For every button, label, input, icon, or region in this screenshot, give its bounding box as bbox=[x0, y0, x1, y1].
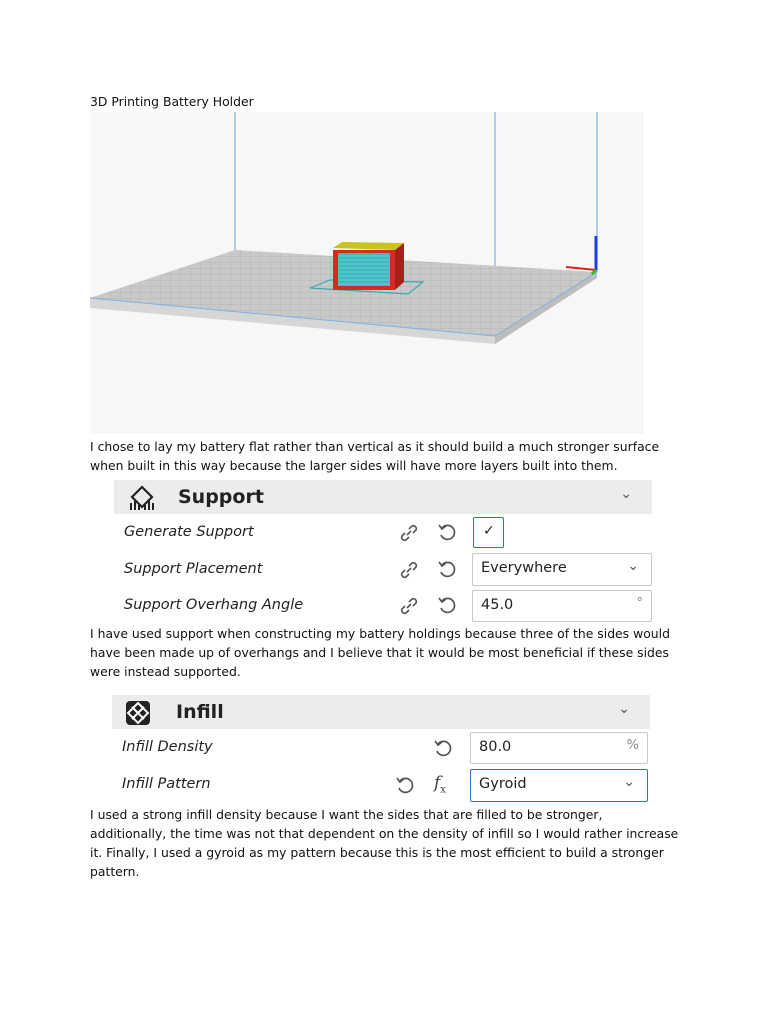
reset-icon[interactable] bbox=[436, 559, 458, 581]
reset-icon[interactable] bbox=[432, 738, 454, 760]
infill-section-title: Infill bbox=[176, 701, 224, 723]
print-preview-viewport bbox=[90, 112, 644, 434]
infill-settings-panel bbox=[112, 695, 650, 805]
model-face bbox=[338, 253, 390, 286]
degree-unit: ° bbox=[636, 596, 643, 611]
x-axis bbox=[566, 267, 596, 270]
reset-icon[interactable] bbox=[436, 595, 458, 617]
document-title: 3D Printing Battery Holder bbox=[90, 94, 254, 109]
chevron-down-icon[interactable]: ⌄ bbox=[618, 701, 630, 717]
reset-icon[interactable] bbox=[394, 775, 416, 797]
infill-section-header[interactable] bbox=[112, 695, 650, 729]
support-settings-panel bbox=[114, 480, 652, 623]
support-placement-value: Everywhere bbox=[481, 560, 567, 576]
support-overhang-angle-value: 45.0 bbox=[481, 597, 514, 613]
infill-icon bbox=[124, 699, 152, 727]
infill-pattern-dropdown[interactable] bbox=[470, 769, 648, 802]
support-placement-dropdown[interactable] bbox=[472, 553, 652, 586]
chevron-down-icon: ⌄ bbox=[623, 774, 635, 790]
model-side bbox=[395, 243, 404, 290]
link-icon[interactable] bbox=[398, 595, 420, 617]
paragraph-support: I have used support when constructing my battery holdings because three of the sides would have been made up of overhangs and I believe that it would be most beneficial if these sides were instead supported. bbox=[90, 626, 670, 679]
generate-support-label: Generate Support bbox=[124, 524, 254, 540]
infill-density-value: 80.0 bbox=[479, 739, 512, 755]
paragraph-infill: I used a strong infill density because I want the sides that are filled to be stronger, additionally, the time was not that dependent on the density of infill so I would rather increase it. Finally, I used a gyroid as my pattern because this is the most efficient to build a stronger pattern. bbox=[90, 807, 679, 879]
link-icon[interactable] bbox=[398, 559, 420, 581]
infill-pattern-value: Gyroid bbox=[479, 776, 527, 792]
chevron-down-icon: ⌄ bbox=[627, 558, 639, 574]
support-overhang-angle-input[interactable] bbox=[472, 590, 652, 622]
support-overhang-angle-label: Support Overhang Angle bbox=[124, 597, 304, 613]
reset-icon[interactable] bbox=[436, 522, 458, 544]
paragraph-orientation: I chose to lay my battery flat rather than vertical as it should build a much stronger surface when built in this way because the larger sides will have more layers built into them. bbox=[90, 439, 660, 473]
generate-support-checkbox[interactable] bbox=[473, 517, 504, 548]
percent-unit: % bbox=[626, 738, 639, 753]
infill-pattern-label: Infill Pattern bbox=[122, 776, 211, 792]
support-section-title: Support bbox=[178, 486, 264, 508]
infill-density-input[interactable] bbox=[470, 732, 648, 764]
model-top bbox=[333, 242, 404, 250]
support-placement-label: Support Placement bbox=[124, 561, 263, 577]
build-plate-render bbox=[90, 112, 644, 434]
link-icon[interactable] bbox=[398, 522, 420, 544]
support-section-header[interactable] bbox=[114, 480, 652, 514]
function-icon[interactable]: $f_x$ bbox=[434, 773, 446, 796]
chevron-down-icon[interactable]: ⌄ bbox=[620, 486, 632, 502]
checkmark-icon: ✓ bbox=[483, 523, 495, 539]
infill-density-label: Infill Density bbox=[122, 739, 213, 755]
support-icon bbox=[128, 484, 156, 512]
